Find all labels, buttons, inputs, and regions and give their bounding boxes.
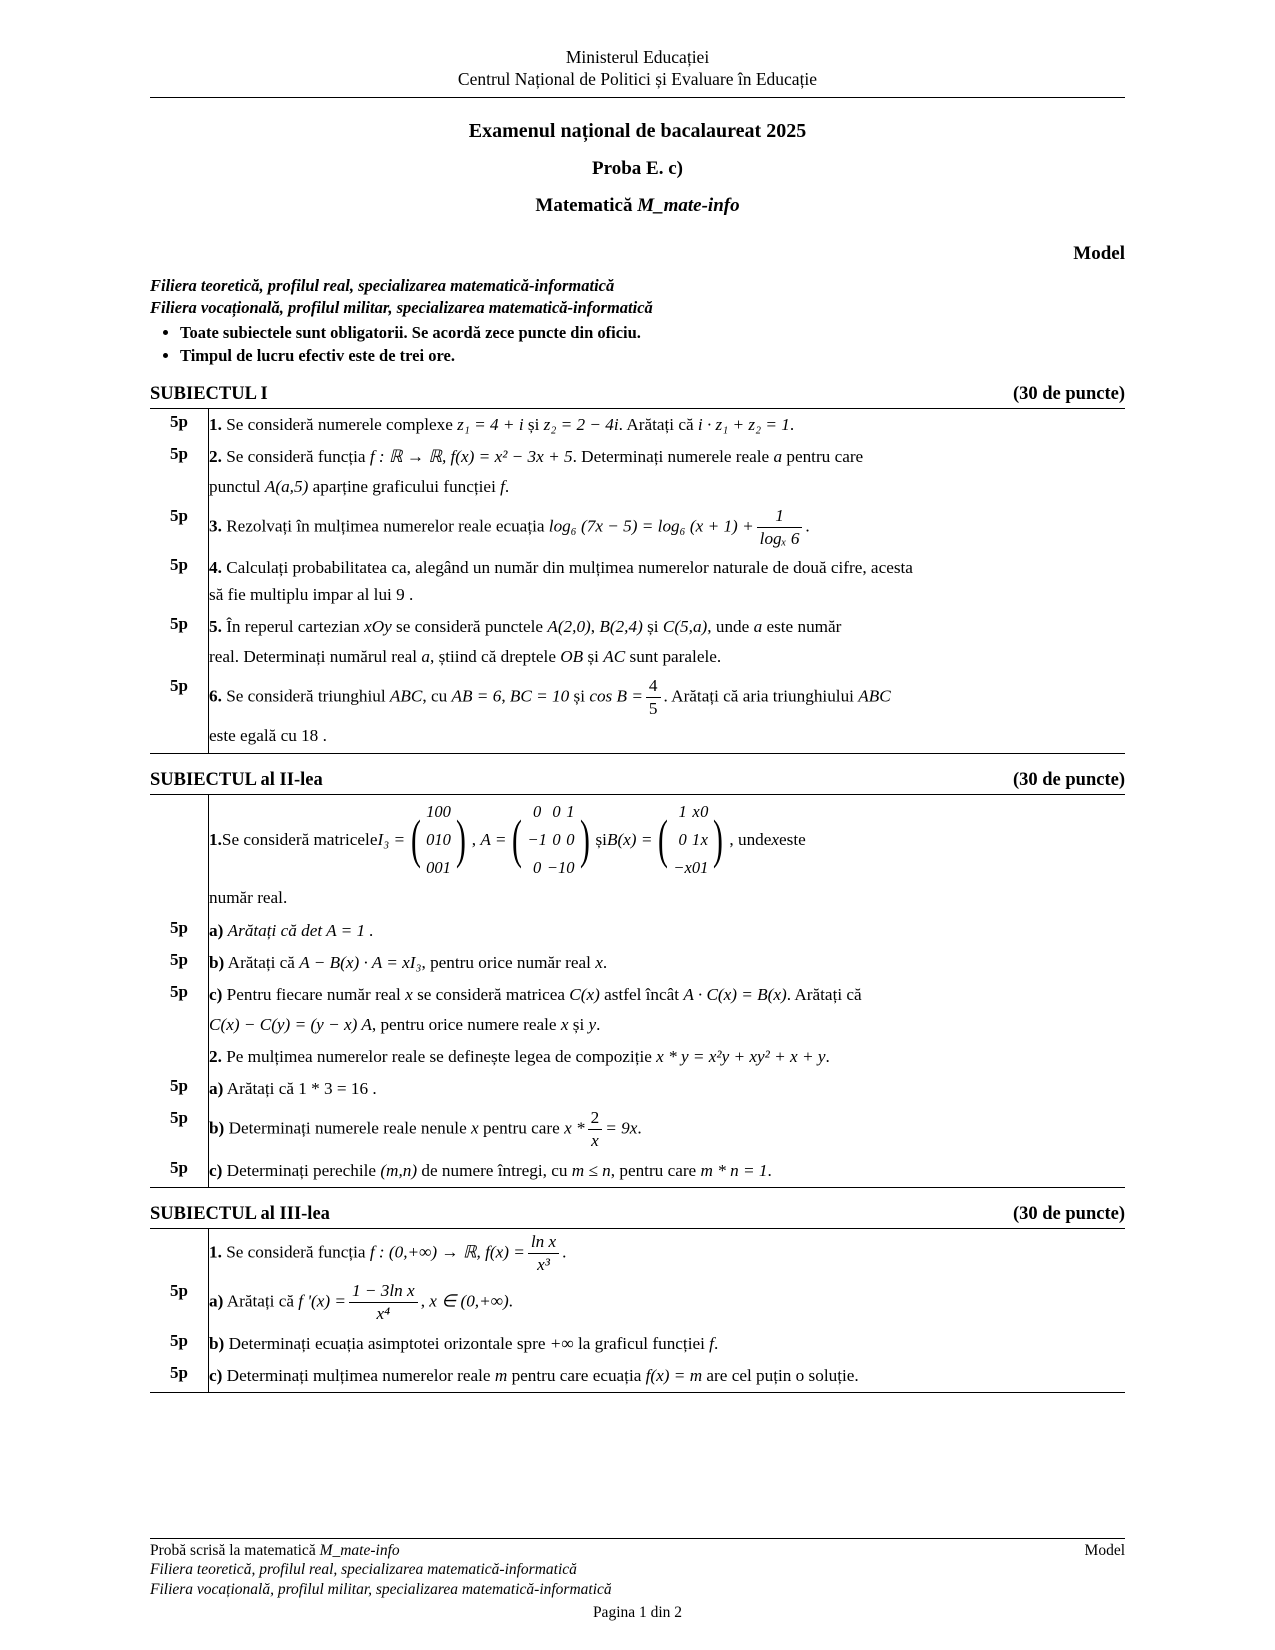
item-text: .	[767, 1160, 772, 1180]
item-text: Arătați că det A = 1 .	[227, 920, 374, 940]
model-label: Model	[1073, 242, 1125, 264]
exam-proba: Proba E. c)	[592, 157, 683, 179]
subject-3-table	[150, 1228, 1125, 1393]
problem-2-2c	[209, 1155, 1126, 1188]
table-row	[150, 1229, 1125, 1279]
fraction-denominator: logₓ 6	[759, 528, 800, 548]
problem-1-5: 5. În reperul cartezian xOy se consideră punctele A(2,0), B(2,4) și C(5,a), unde a este număr real. Determinați numărul real a, știind că dreptele OB și AC sunt paralele.	[209, 616, 842, 666]
math-xoy: xOy	[364, 616, 392, 636]
item-text: , cu	[422, 686, 452, 706]
math-point: A(a,5)	[264, 476, 309, 496]
header-divider	[150, 97, 1125, 98]
math-expr-pre: x *	[564, 1119, 585, 1139]
points-cell: 5p	[150, 1328, 209, 1360]
math-triangle: ABC	[389, 686, 423, 706]
footer-divider	[150, 1538, 1125, 1539]
item-text: este	[779, 829, 806, 849]
matrix-b: ( 1 x 0 0 1 x −x 0 1 )	[658, 801, 724, 878]
item-text: să fie multiplu impar al lui 9 .	[209, 584, 414, 604]
math-triangle: ABC	[858, 686, 891, 706]
matrix-a: ( 0 0 1 −1 0 0 0 −1 0 )	[512, 801, 590, 878]
item-text: și	[595, 829, 607, 849]
problem-1-6: 6. Se consideră triunghiul ABC, cu AB = 6, BC = 10 și cos B = $\frac{4}{5}$ . Arătați că aria triunghiului ABC este egală cu 18 .	[209, 675, 891, 746]
math-var: x	[405, 984, 413, 1004]
item-text: și	[523, 414, 544, 434]
item-text: și	[583, 646, 604, 666]
item-text: Se consideră matricele	[221, 829, 378, 849]
fraction-numerator: 1	[757, 506, 803, 528]
math-expr-post: = 9x	[605, 1119, 638, 1139]
points-cell: 5p	[150, 915, 209, 947]
math-var: a	[773, 446, 783, 466]
math-domain: x ∈ (0,+∞)	[429, 1292, 509, 1312]
math-var: y	[588, 1014, 597, 1034]
paren-left: (	[512, 809, 523, 870]
math-cx: C(x)	[569, 984, 600, 1004]
subject-label: Matematică	[535, 194, 638, 216]
section-header-1	[150, 384, 1125, 405]
subject-code: M_mate-info	[637, 194, 740, 216]
item-text: pentru care	[782, 446, 864, 466]
exam-title: Examenul național de bacalaureat 2025	[468, 119, 807, 142]
item-number: 4.	[209, 558, 222, 578]
problem-1-1	[209, 408, 1126, 441]
matrix-i3: ( 1 0 0 0 1 0 0 0 1 )	[411, 801, 466, 878]
section-points: (30 de puncte)	[1012, 769, 1125, 790]
math-equation: f(x) = m	[645, 1366, 703, 1386]
item-text: se consideră matricea	[412, 984, 570, 1004]
points-cell: 5p	[150, 1155, 209, 1188]
table-row	[150, 611, 1125, 673]
math-fn: f	[500, 476, 505, 496]
table-row	[150, 947, 1125, 979]
document-footer	[150, 1538, 1125, 1622]
points-cell-empty	[150, 885, 209, 914]
item-text: . Determinați numerele reale	[572, 446, 774, 466]
problem-2-2b	[209, 1105, 1126, 1154]
table-row	[150, 1278, 1125, 1327]
fraction	[528, 1232, 559, 1275]
math-point-c: C(5,a)	[662, 616, 708, 636]
exam-subject	[150, 195, 1125, 217]
item-text: , unde	[707, 616, 754, 636]
item-number: 6.	[209, 686, 222, 706]
math-z1: z₁ = 4 + i	[457, 414, 524, 434]
math-fn: f	[709, 1333, 714, 1353]
points-cell: 5p	[150, 552, 209, 610]
subject-1-table	[150, 408, 1125, 754]
fraction	[588, 1108, 603, 1151]
math-var: x	[771, 829, 780, 849]
points-cell-empty	[150, 1229, 209, 1279]
item-number: 5.	[209, 616, 222, 636]
fraction	[757, 506, 803, 549]
paren-right: )	[713, 809, 724, 870]
fraction-numerator: 1 − 3ln x	[349, 1281, 418, 1303]
item-text: .	[713, 1333, 719, 1353]
fraction-numerator: 2	[588, 1108, 603, 1130]
fraction-denominator: x	[591, 1131, 599, 1151]
math-bc: BC = 10	[509, 686, 570, 706]
math-infinity: +∞	[549, 1333, 574, 1353]
footer-filiera-1: Filiera teoretică, profilul real, specializarea matematică-informatică	[150, 1560, 577, 1578]
filiera-line-1: Filiera teoretică, profilul real, specializarea matematică-informatică	[150, 275, 615, 295]
points-cell-empty	[150, 1041, 209, 1073]
header-ministry: Ministerul Educației	[565, 47, 710, 67]
item-text: real. Determinați numărul real	[209, 646, 422, 666]
table-row	[150, 1105, 1125, 1154]
item-text: de numere întregi, cu	[417, 1160, 572, 1180]
table-row	[150, 408, 1125, 441]
points-cell: 5p	[150, 673, 209, 753]
problem-2-1c	[209, 979, 1126, 1041]
matrix-i3-label: I₃ =	[377, 829, 406, 849]
item-letter: b)	[209, 952, 225, 972]
problem-2-1a	[209, 915, 1126, 947]
item-number: 1.	[209, 414, 222, 434]
table-row	[150, 1155, 1125, 1188]
math-equation: m * n = 1	[700, 1160, 768, 1180]
footer-page-number: Pagina 1 din 2	[592, 1604, 683, 1621]
fraction	[349, 1281, 418, 1324]
item-number: 2.	[209, 446, 222, 466]
item-text: Calculați probabilitatea ca, alegând un număr din mulțimea numerelor naturale de două cifre, acesta	[226, 558, 913, 578]
item-text: , pentru care	[610, 1160, 701, 1180]
math-condition: m ≤ n	[571, 1160, 611, 1180]
problem-1-2	[209, 441, 1126, 503]
fraction-denominator: x³	[537, 1254, 550, 1274]
item-text: .	[562, 1242, 567, 1262]
math-var: a	[421, 646, 430, 666]
table-row	[150, 673, 1125, 753]
item-text: , pentru orice numere reale	[371, 1014, 561, 1034]
item-text: Determinați mulțimea numerelor reale	[226, 1366, 495, 1386]
item-text: .	[504, 476, 510, 496]
paren-left: (	[658, 809, 669, 870]
instruction-item: • Toate subiectele sunt obligatorii. Se acordă zece puncte din oficiu.	[180, 321, 1125, 344]
problem-2-1b	[209, 947, 1126, 979]
matrix-b-label: B(x) =	[606, 829, 653, 849]
header-center: Centrul Național de Politici și Evaluare în Educație	[457, 69, 818, 90]
item-text: Arătați că 1 * 3 = 16 .	[226, 1079, 377, 1099]
problem-2-1-intro	[209, 794, 1126, 885]
points-cell: 5p	[150, 947, 209, 979]
item-text: este egală cu 18 .	[209, 726, 327, 746]
instructions-list	[150, 321, 1125, 368]
item-text: Arătați că	[227, 952, 300, 972]
points-cell: 5p	[150, 441, 209, 503]
footer-filiera-2: Filiera vocațională, profilul militar, specializarea matematică-informatică	[150, 1580, 612, 1598]
points-cell: 5p	[150, 979, 209, 1041]
section-points: (30 de puncte)	[1012, 1204, 1125, 1224]
math-segment-ac: AC	[603, 646, 626, 666]
problem-1-4	[209, 552, 1126, 610]
item-text: Se consideră triunghiul	[226, 686, 390, 706]
item-text: În reperul cartezian	[226, 616, 365, 636]
item-letter: b)	[209, 1333, 225, 1353]
math-conclusion: i · z₁ + z₂ = 1	[697, 414, 790, 434]
math-pair: (m,n)	[380, 1160, 418, 1180]
problem-3-1c	[209, 1360, 1126, 1393]
math-equation: log₆ (7x − 5) = log₆ (x + 1) +	[548, 516, 754, 536]
item-text: , unde	[729, 829, 772, 849]
section-header-2	[150, 770, 1125, 791]
fraction-numerator: ln x	[528, 1232, 559, 1254]
item-text: .	[789, 414, 795, 434]
paren-right: )	[455, 809, 466, 870]
item-text: . Arătați că	[786, 984, 862, 1004]
item-text: .	[596, 1014, 601, 1034]
table-row	[150, 1328, 1125, 1360]
item-text: la graficul funcției	[573, 1333, 710, 1353]
item-number: 3.	[209, 516, 222, 536]
item-letter: a)	[209, 1292, 224, 1312]
problem-3-1a	[209, 1278, 1126, 1327]
subject-2-table	[150, 794, 1125, 1188]
table-row	[150, 552, 1125, 610]
document-header	[150, 46, 1125, 91]
item-number: 2.	[209, 1047, 222, 1067]
footer-top-row	[150, 1542, 1125, 1560]
section-title: SUBIECTUL al III-lea	[150, 1204, 330, 1224]
math-var: x	[595, 952, 603, 972]
math-equation: A − B(x) · A = xI₃	[299, 952, 422, 972]
instruction-item: • Timpul de lucru efectiv este de trei ore.	[180, 344, 1125, 367]
item-text: . Arătați că	[618, 414, 698, 434]
item-text: .	[805, 516, 810, 536]
item-text: pentru care ecuația	[507, 1366, 646, 1386]
item-text: .	[637, 1119, 642, 1139]
math-point-a: A(2,0)	[547, 616, 591, 636]
fraction-denominator: 5	[648, 698, 658, 718]
item-text: sunt paralele.	[625, 646, 722, 666]
fraction-numerator: 4	[646, 676, 661, 698]
item-text: Se consideră funcția	[221, 1242, 370, 1262]
item-text: , știind că dreptele	[429, 646, 561, 666]
points-cell: 5p	[150, 611, 209, 673]
item-text: Se consideră funcția	[226, 446, 370, 466]
points-cell: 5p	[150, 1360, 209, 1393]
section-title: SUBIECTUL I	[150, 383, 268, 404]
item-letter: b)	[209, 1119, 225, 1139]
filiera-block	[150, 275, 1125, 319]
problem-3-1b	[209, 1328, 1126, 1360]
table-row	[150, 441, 1125, 503]
points-cell: 5p	[150, 408, 209, 441]
points-cell: 5p	[150, 1073, 209, 1105]
math-law: x * y = x²y + xy² + x + y	[656, 1047, 826, 1067]
table-row	[150, 503, 1125, 552]
problem-1-3	[209, 503, 1126, 552]
math-z2: z₂ = 2 − 4i	[543, 414, 619, 434]
item-text: Arătați că	[226, 1292, 299, 1312]
item-text: Rezolvați în mulțimea numerelor reale ecuația	[226, 516, 549, 536]
math-function-def: f : (0,+∞) → ℝ, f(x) =	[369, 1242, 525, 1262]
math-derivative: f '(x) =	[298, 1292, 346, 1312]
math-var: x	[560, 1014, 569, 1034]
math-cosb: cos B =	[589, 686, 643, 706]
item-letter: c)	[209, 1366, 223, 1386]
problem-2-1-intro-cont	[209, 885, 1126, 914]
math-point-b: B(2,4)	[599, 616, 643, 636]
points-cell: 5p	[150, 503, 209, 552]
item-text: .	[602, 952, 608, 972]
item-text: Determinați perechile	[226, 1160, 381, 1180]
math-var: x	[471, 1119, 479, 1139]
item-number: 1.	[209, 1242, 222, 1262]
item-text: Pe mulțimea numerelor reale se definește legea de compoziție	[221, 1047, 657, 1067]
math-var: a	[753, 616, 763, 636]
math-equation: A · C(x) = B(x)	[683, 984, 787, 1004]
math-equation-2: C(x) − C(y) = (y − x) A	[209, 1014, 372, 1034]
table-row	[150, 915, 1125, 947]
problem-3-1-intro	[209, 1229, 1126, 1279]
table-row	[150, 1360, 1125, 1393]
table-row	[150, 1041, 1125, 1073]
item-text: Determinați ecuația asimptotei orizontale spre	[228, 1333, 550, 1353]
matrix-a-label: A =	[480, 829, 507, 849]
item-text: Determinați numerele reale nenule	[228, 1119, 472, 1139]
table-row	[150, 794, 1125, 885]
item-text: .	[508, 1292, 513, 1312]
points-cell: 5p	[150, 1105, 209, 1154]
item-text: .	[825, 1047, 830, 1067]
problem-2-2-intro	[209, 1041, 1126, 1073]
item-text: , pentru orice număr real	[421, 952, 596, 972]
item-text: . Arătați că aria triunghiului	[663, 686, 859, 706]
item-letter: a)	[209, 920, 224, 940]
footer-left-text: Probă scrisă la matematică	[150, 1541, 320, 1559]
table-row	[150, 979, 1125, 1041]
item-text: ,	[471, 829, 481, 849]
item-text: și	[569, 686, 590, 706]
item-letter: c)	[209, 984, 223, 1004]
fraction-denominator: x⁴	[376, 1304, 391, 1324]
fraction	[646, 676, 661, 719]
item-letter: c)	[209, 1160, 223, 1180]
item-text: număr real.	[209, 888, 288, 908]
math-ab: AB = 6	[451, 686, 502, 706]
item-text: are cel puțin o soluție.	[702, 1366, 859, 1386]
item-text: pentru care	[478, 1119, 565, 1139]
section-points: (30 de puncte)	[1012, 383, 1125, 404]
item-letter: a)	[209, 1079, 224, 1099]
footer-subject-code: M_mate-info	[319, 1541, 400, 1559]
math-segment-ob: OB	[560, 646, 584, 666]
section-title: SUBIECTUL al II-lea	[150, 769, 323, 790]
item-text: și	[568, 1014, 589, 1034]
item-number: 1.	[209, 829, 222, 849]
item-text: aparține graficului funcției	[308, 476, 501, 496]
filiera-line-2: Filiera vocațională, profilul militar, specializarea matematică-informatică	[150, 297, 653, 317]
footer-model: Model	[1084, 1541, 1125, 1559]
footer-left	[150, 1542, 400, 1560]
math-function-def: f : ℝ → ℝ, f(x) = x² − 3x + 5	[369, 446, 573, 466]
paren-right: )	[579, 809, 590, 870]
item-text: punctul	[209, 476, 265, 496]
table-row	[150, 1073, 1125, 1105]
math-var: m	[494, 1366, 508, 1386]
table-row	[150, 885, 1125, 914]
item-text: se consideră punctele	[391, 616, 548, 636]
paren-left: (	[411, 809, 422, 870]
points-cell: 5p	[150, 1278, 209, 1327]
item-text: astfel încât	[599, 984, 684, 1004]
section-header-3	[150, 1204, 1125, 1225]
item-text: ,	[420, 1292, 430, 1312]
item-text: Pentru fiecare număr real	[226, 984, 406, 1004]
problem-2-2a	[209, 1073, 1126, 1105]
item-text: Se consideră numerele complexe	[226, 414, 458, 434]
item-text: este număr	[762, 616, 842, 636]
points-cell-empty	[150, 794, 209, 885]
